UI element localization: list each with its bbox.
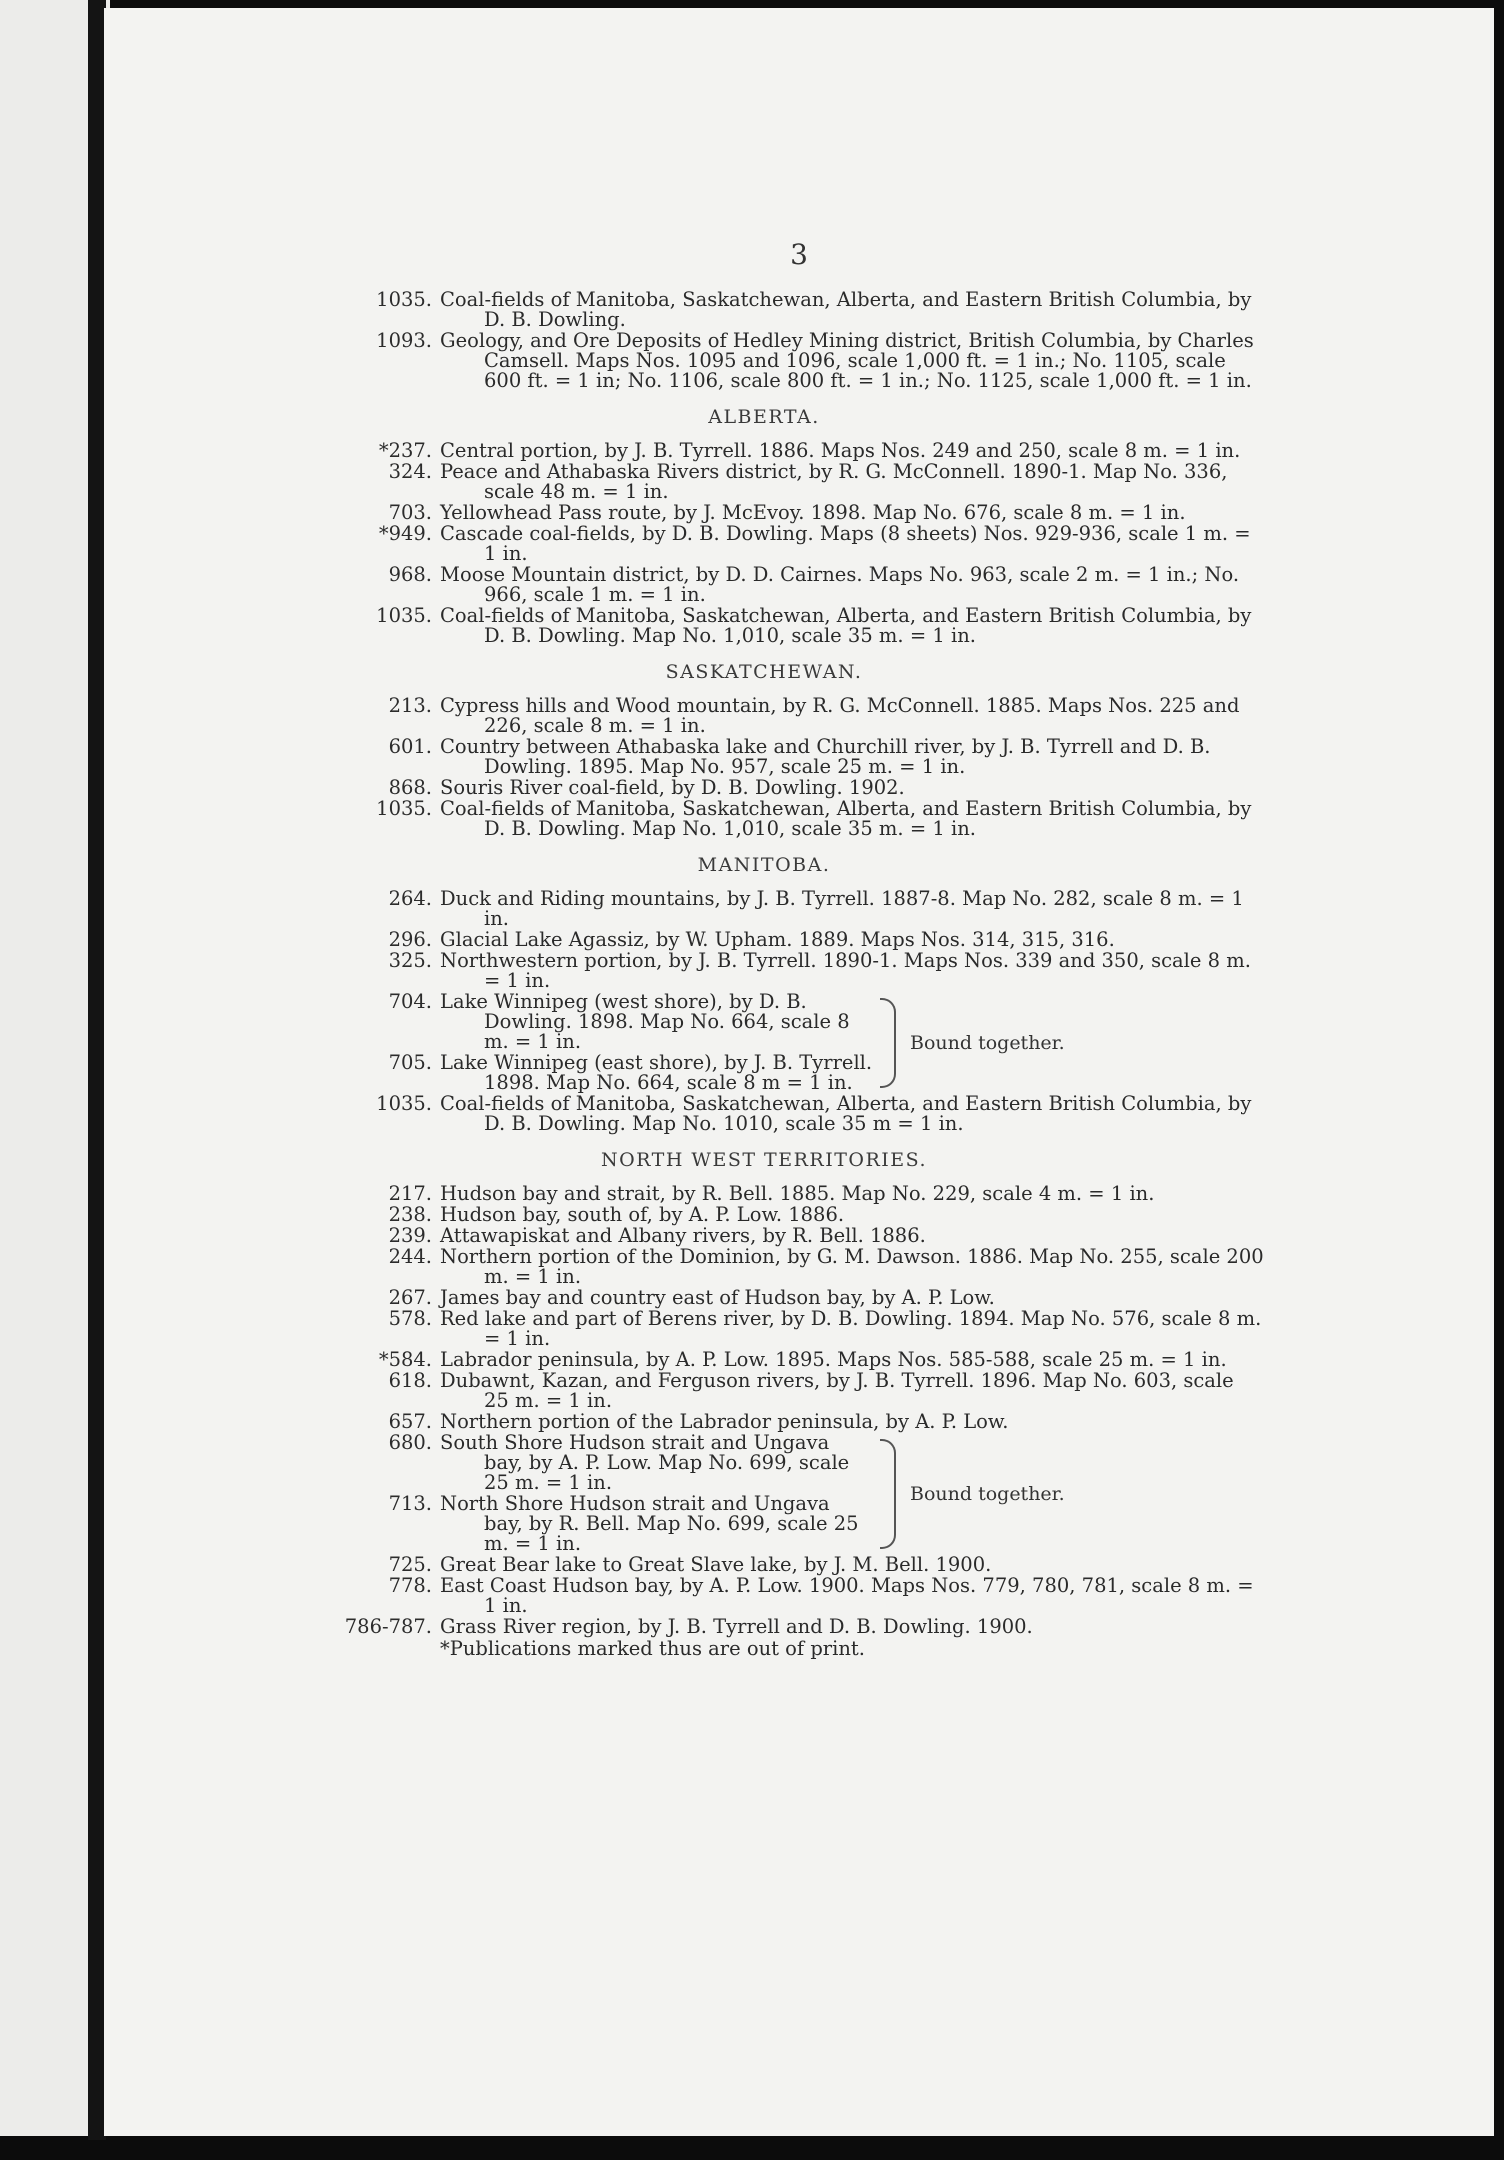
entry-text: Country between Athabaska lake and Churchill river, by J. B. Tyrrell and D. B. Dowling. 1895. Map No. 957, scale 25 m. = 1 in. [440, 735, 1211, 778]
list-item [264, 441, 1264, 461]
section [264, 855, 1264, 1134]
entry-text: Souris River coal-field, by D. B. Dowling. 1902. [440, 776, 905, 799]
list-item [264, 1433, 874, 1493]
list-item [264, 1226, 1264, 1246]
list-item [264, 1288, 1264, 1308]
section-heading: ALBERTA. [708, 406, 820, 428]
entry-number: 1035. [376, 288, 432, 311]
entry-text: Northwestern portion, by J. B. Tyrrell. 1890-1. Maps Nos. 339 and 350, scale 8 m. = 1 in. [440, 949, 1251, 992]
entry-text: Hudson bay, south of, by A. P. Low. 1886. [440, 1203, 845, 1226]
list-item [264, 1555, 1264, 1575]
list-item [264, 524, 1264, 564]
section [264, 290, 1264, 391]
list-item [264, 331, 1264, 391]
list-item [264, 799, 1264, 839]
entry-number: 578. [388, 1307, 432, 1330]
group-items [264, 992, 874, 1094]
list-item [264, 1494, 874, 1554]
entry-number: 680. [388, 1431, 432, 1454]
bound-note: Bound together. [910, 1032, 1065, 1054]
entry-text: South Shore Hudson strait and Ungava bay, by A. P. Low. Map No. 699, scale 25 m. = 1 in. [440, 1431, 850, 1494]
entry-number: 968. [388, 563, 432, 586]
entry-text: James bay and country east of Hudson bay, by A. P. Low. [440, 1286, 995, 1309]
entry-text: North Shore Hudson strait and Ungava bay, by R. Bell. Map No. 699, scale 25 m. = 1 in. [440, 1492, 859, 1555]
list-item [264, 889, 1264, 929]
bound-together-group [264, 992, 1264, 1094]
entry-number: 703. [388, 501, 432, 524]
list-item [264, 992, 874, 1052]
entry-text: Dubawnt, Kazan, and Ferguson rivers, by J. B. Tyrrell. 1896. Map No. 603, scale 25 m. = 1 in. [440, 1369, 1234, 1412]
publication-list [264, 290, 1264, 1659]
list-item [264, 1205, 1264, 1225]
entry-number: 213. [388, 694, 432, 717]
entry-text: Northern portion of the Labrador peninsula, by A. P. Low. [440, 1410, 1009, 1433]
entry-text: Great Bear lake to Great Slave lake, by J. M. Bell. 1900. [440, 1553, 992, 1576]
list-item [264, 1371, 1264, 1411]
bound-together-group [264, 1433, 1264, 1555]
entry-text: Yellowhead Pass route, by J. McEvoy. 1898. Map No. 676, scale 8 m. = 1 in. [440, 501, 1186, 524]
entry-number: 725. [388, 1553, 432, 1576]
entry-text: Lake Winnipeg (west shore), by D. B. Dowling. 1898. Map No. 664, scale 8 m. = 1 in. [440, 990, 850, 1053]
entry-number: 217. [388, 1182, 432, 1205]
entry-number: 1035. [376, 604, 432, 627]
brace-icon [880, 998, 896, 1088]
section [264, 662, 1264, 839]
entry-number: 264. [388, 887, 432, 910]
entry-number: *949. [378, 522, 432, 545]
list-item [264, 606, 1264, 646]
entry-text: Peace and Athabaska Rivers district, by R. G. McConnell. 1890-1. Map No. 336, scale 48 m. = 1 in. [440, 460, 1228, 503]
entry-text: Lake Winnipeg (east shore), by J. B. Tyrrell. 1898. Map No. 664, scale 8 m = 1 in. [440, 1051, 873, 1094]
entry-number: 325. [388, 949, 432, 972]
section-heading: MANITOBA. [697, 854, 831, 876]
list-item [264, 737, 1264, 777]
entry-number: 713. [388, 1492, 432, 1515]
entry-text: Coal-fields of Manitoba, Saskatchewan, Alberta, and Eastern British Columbia, by D. B. Dowling. Map No. 1010, scale 35 m = 1 in. [440, 1092, 1252, 1135]
list-item [264, 1576, 1264, 1616]
entry-number: 868. [388, 776, 432, 799]
entry-text: Coal-fields of Manitoba, Saskatchewan, Alberta, and Eastern British Columbia, by D. B. Dowling. [440, 288, 1252, 331]
entry-number: *584. [378, 1348, 432, 1371]
entry-number: 1035. [376, 797, 432, 820]
entry-text: Grass River region, by J. B. Tyrrell and D. B. Dowling. 1900. [440, 1615, 1033, 1638]
entry-number: 618. [388, 1369, 432, 1392]
list-item [264, 1309, 1264, 1349]
entry-number: 601. [388, 735, 432, 758]
entry-number: 238. [388, 1203, 432, 1226]
list-item [264, 462, 1264, 502]
entry-text: Glacial Lake Agassiz, by W. Upham. 1889. Maps Nos. 314, 315, 316. [440, 928, 1115, 951]
entry-number: 244. [388, 1245, 432, 1268]
brace-icon [880, 1439, 896, 1549]
page-number: 3 [790, 238, 808, 271]
list-item [264, 1184, 1264, 1204]
entry-text: Central portion, by J. B. Tyrrell. 1886. Maps Nos. 249 and 250, scale 8 m. = 1 in. [440, 439, 1241, 462]
list-item [264, 778, 1264, 798]
entry-number: 786-787. [344, 1615, 432, 1638]
entry-text: Moose Mountain district, by D. D. Cairnes. Maps No. 963, scale 2 m. = 1 in.; No. 966, scale 1 m. = 1 in. [440, 563, 1240, 606]
list-item [264, 503, 1264, 523]
list-item [264, 930, 1264, 950]
list-item [264, 696, 1264, 736]
entry-text: Hudson bay and strait, by R. Bell. 1885. Map No. 229, scale 4 m. = 1 in. [440, 1182, 1155, 1205]
section [264, 1150, 1264, 1637]
entry-text: Attawapiskat and Albany rivers, by R. Bell. 1886. [440, 1224, 926, 1247]
section-heading: NORTH WEST TERRITORIES. [600, 1149, 928, 1171]
section-heading: SASKATCHEWAN. [665, 661, 863, 683]
entry-number: 705. [388, 1051, 432, 1074]
entry-text: Duck and Riding mountains, by J. B. Tyrrell. 1887-8. Map No. 282, scale 8 m. = 1 in. [440, 887, 1244, 930]
list-item [264, 1412, 1264, 1432]
entry-text: East Coast Hudson bay, by A. P. Low. 1900. Maps Nos. 779, 780, 781, scale 8 m. = 1 in. [440, 1574, 1254, 1617]
group-items [264, 1433, 874, 1555]
list-item [264, 1053, 874, 1093]
list-item [264, 1617, 1264, 1637]
list-item [264, 290, 1264, 330]
bound-note: Bound together. [910, 1483, 1065, 1505]
entry-number: 239. [388, 1224, 432, 1247]
list-item [264, 951, 1264, 991]
entry-text: Cascade coal-fields, by D. B. Dowling. Maps (8 sheets) Nos. 929-936, scale 1 m. = 1 in. [440, 522, 1251, 565]
entry-number: 778. [388, 1574, 432, 1597]
list-item [264, 1094, 1264, 1134]
list-item [264, 1247, 1264, 1287]
document-page [104, 8, 1494, 2136]
footnote: *Publications marked thus are out of print. [440, 1637, 865, 1660]
entry-number: 296. [388, 928, 432, 951]
entry-text: Red lake and part of Berens river, by D. B. Dowling. 1894. Map No. 576, scale 8 m. = 1 in. [440, 1307, 1262, 1350]
entry-number: 657. [388, 1410, 432, 1433]
entry-number: 267. [388, 1286, 432, 1309]
entry-text: Geology, and Ore Deposits of Hedley Mining district, British Columbia, by Charles Camsell. Maps Nos. 1095 and 1096, scale 1,000 ft. = 1 in.; No. 1105, scale 600 ft. = 1 in; No. 1106, scale 800 ft. = 1 in.; No. 1125, scale 1,000 ft. = 1 in. [440, 329, 1254, 392]
entry-text: Coal-fields of Manitoba, Saskatchewan, Alberta, and Eastern British Columbia, by D. B. Dowling. Map No. 1,010, scale 35 m. = 1 in. [440, 604, 1252, 647]
list-item [264, 565, 1264, 605]
entry-text: Coal-fields of Manitoba, Saskatchewan, Alberta, and Eastern British Columbia, by D. B. Dowling. Map No. 1,010, scale 35 m. = 1 in. [440, 797, 1252, 840]
entry-number: 1035. [376, 1092, 432, 1115]
entry-number: 704. [388, 990, 432, 1013]
entry-number: 1093. [376, 329, 432, 352]
section [264, 407, 1264, 646]
entry-number: 324. [388, 460, 432, 483]
entry-text: Cypress hills and Wood mountain, by R. G. McConnell. 1885. Maps Nos. 225 and 226, scale 8 m. = 1 in. [440, 694, 1240, 737]
entry-text: Labrador peninsula, by A. P. Low. 1895. Maps Nos. 585-588, scale 25 m. = 1 in. [440, 1348, 1227, 1371]
entry-number: *237. [378, 439, 432, 462]
list-item [264, 1350, 1264, 1370]
entry-text: Northern portion of the Dominion, by G. M. Dawson. 1886. Map No. 255, scale 200 m. = 1 in. [440, 1245, 1264, 1288]
